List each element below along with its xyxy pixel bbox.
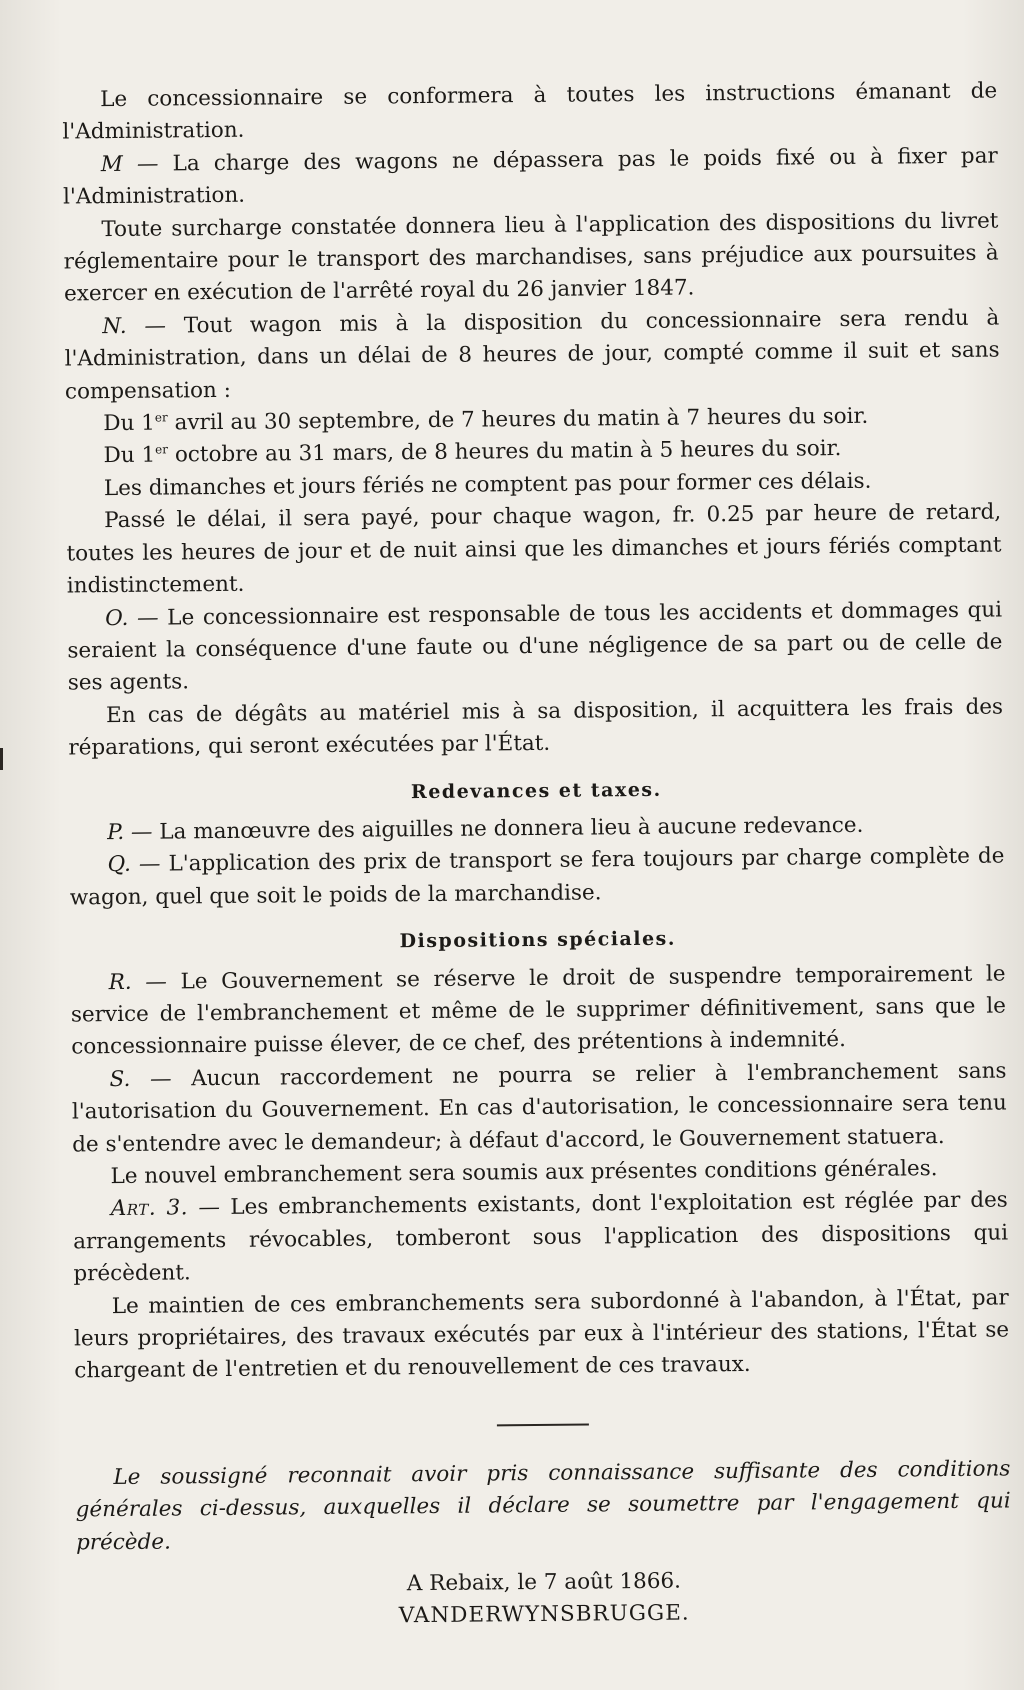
article-letter: S. — [109,1066,172,1092]
paragraph [66,497,1002,603]
article-letter: Art. 3. — [110,1195,221,1222]
paragraph-text: Toute surcharge constatée donnera lieu à l'application des dispositions du livret réglementaire pour le transport des marchandises, sans préjudice aux poursuites à exercer en exécution de l'arrêté royal du 26 janvier 1847. [63,208,999,307]
paragraph [64,302,1000,408]
paragraph [67,594,1003,700]
paragraph [74,1282,1010,1388]
paragraph-text: Passé le délai, il sera payé, pour chaque wagon, fr. 0.25 par heure de retard, toutes les heures de jour et de nuit ainsi que les dimanches et jours fériés comptant indistinctement. [66,499,1002,599]
article-letter: M — [100,151,159,177]
paragraph [69,841,1005,915]
paragraph-text: Le Gouvernement se réserve le droit de suspendre temporairement le service de l'embranchement et même de le supprimer définitivement, sans que le concessionnaire puisse élever, de ce chef, des prétentions à indemnité. [70,961,1007,1060]
page-edge-mark [0,748,3,770]
paragraph-text: Le concessionnaire se conformera à toutes les instructions émanant de l'Administration. [62,78,998,145]
document-body [62,76,1012,1637]
article-letter: R. — [108,969,167,995]
paragraph-text: Aucun raccordement ne pourra se relier à l'embranchement sans l'autorisation du Gouvernement. En cas d'autorisation, le concessionnaire sera tenu de s'entendre avec le demandeur; à défaut d'accord, le Gouvernement statuera. [71,1058,1007,1158]
paragraph [68,691,1004,765]
article-letter: N. — [102,313,167,339]
paragraph [73,1185,1009,1291]
paragraph-text: Les dimanches et jours fériés ne comptent pas pour former ces délais. [103,468,872,501]
signature-name: VANDERWYNSBRUGGE. [398,1601,690,1629]
paragraph-text: En cas de dégâts au matériel mis à sa disposition, il acquittera les frais des réparations, qui seront exécutées par l'État. [68,694,1004,761]
section-heading: Redevances et taxes. [410,778,662,803]
paragraph-text: Le maintien de ces embranchements sera subordonné à l'abandon, à l'État, par leurs propriétaires, des travaux exécutés par eux à l'intérieur des stations, l'État se chargeant de l'entretien et du renouvellement de ces travaux. [73,1285,1010,1384]
paragraph [62,76,998,150]
paragraph-text: L'application des prix de transport se fera toujours par charge complète de wagon, quel que soit le poids de la marchandise. [69,843,1005,911]
paragraph-text: La charge des wagons ne dépassera pas le poids fixé ou à fixer par l'Administration. [62,143,998,210]
place-date: A Rebaix, le 7 août 1866. [406,1568,682,1597]
article-letter: O. — [105,605,159,631]
separator-rule [496,1423,588,1426]
paragraph-text: Le concessionnaire est responsable de tous les accidents et dommages qui seraient la conséquence d'une faute ou d'une négligence de sa part ou de celle de ses agents. [67,596,1003,696]
paragraph [63,205,999,311]
paragraph [63,140,999,214]
article-letter: Q. — [107,851,161,878]
paragraph-text: Le nouvel embranchement sera soumis aux présentes conditions générales. [110,1156,938,1190]
document-blocks [62,76,1009,1389]
paragraph-text: La manœuvre des aiguilles ne donnera lieu à aucune redevance. [159,812,864,845]
paragraph [71,1055,1007,1161]
article-letter: P. — [107,819,153,846]
paragraph [70,958,1006,1064]
paragraph-text: Du 1er avril au 30 septembre, de 7 heures du matin à 7 heures du soir. [103,403,869,437]
paragraph-text: Tout wagon mis à la disposition du concessionnaire sera rendu à l'Administration, dans un délai de 8 heures de jour, compté comme il suit et sans compensation : [64,305,1000,405]
declaration-text: Le soussigné reconnait avoir pris connaissance suffisante des conditions générales ci-dessus, auxquelles il déclare se soumettre par l'engagement qui précède. [75,1456,1011,1556]
paragraph-text: Les embranchements existants, dont l'exploitation est réglée par des arrangements révocables, tomberont sous l'application des dispositions qui précèdent. [73,1187,1009,1287]
section-heading: Dispositions spéciales. [399,927,677,953]
paragraph-text: Du 1er octobre au 31 mars, de 8 heures du matin à 5 heures du soir. [103,436,842,469]
